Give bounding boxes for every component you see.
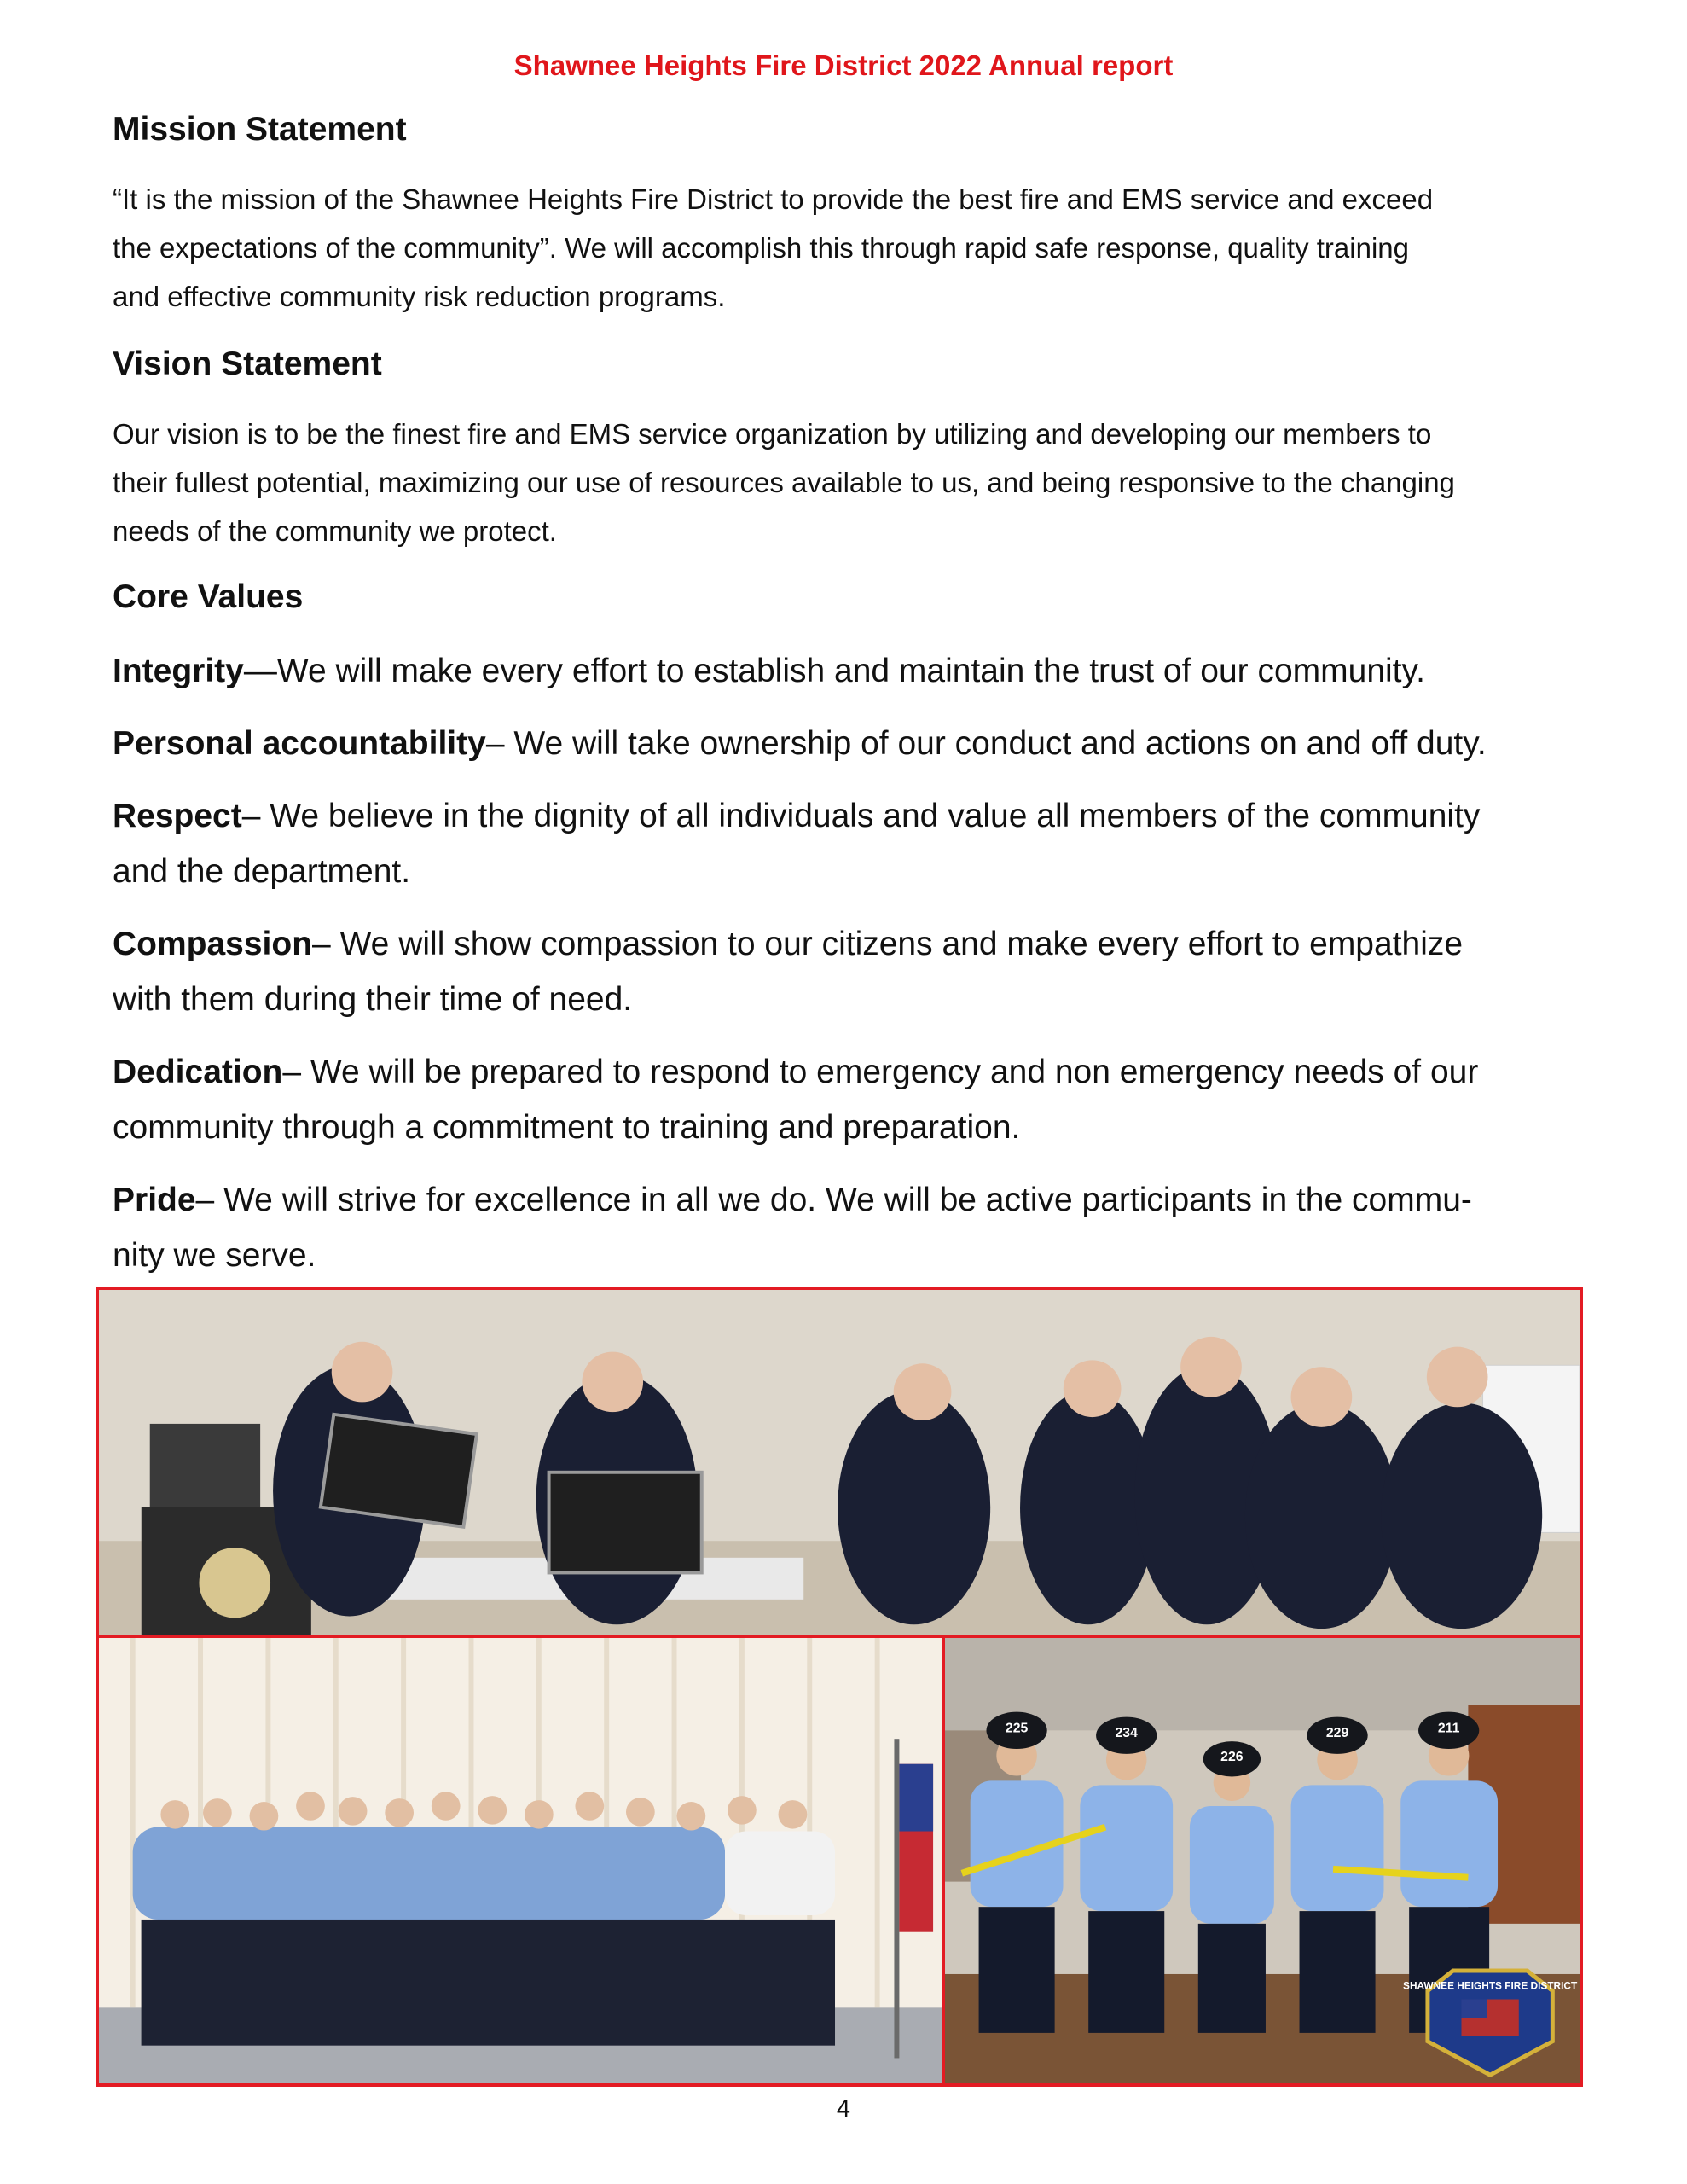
value-personal-accountability [113, 716, 1580, 771]
vision-section [113, 346, 1580, 383]
helmet-number: 226 [1220, 1749, 1244, 1764]
mission-heading: Mission Statement [113, 111, 407, 148]
value-text: community through a commitment to training and preparation. [113, 1109, 1021, 1146]
helmet-number: 229 [1325, 1726, 1349, 1741]
helmet-number: 211 [1437, 1721, 1460, 1736]
mission-line: the expectations of the community”. We will accomplish this through rapid safe response, quality training [113, 232, 1409, 264]
value-term: Dedication [113, 1054, 283, 1090]
value-integrity [113, 643, 1580, 699]
value-text: and the department. [113, 853, 411, 890]
value-term: Respect [113, 798, 242, 834]
core-values-section [113, 578, 1580, 616]
value-text: – We will strive for excellence in all we do. We will be active participants in the commu- [195, 1182, 1472, 1218]
mission-text [113, 175, 1580, 321]
mission-line: “It is the mission of the Shawnee Heights Fire District to provide the best fire and EMS service and exceed [113, 183, 1434, 215]
value-text: —We will make every effort to establish and maintain the trust of our community. [243, 653, 1425, 689]
badge-text: SHAWNEE HEIGHTS FIRE DISTRICT [1403, 1979, 1578, 1992]
vision-heading: Vision Statement [113, 346, 382, 382]
value-text: – We will be prepared to respond to emergency and non emergency needs of our [282, 1054, 1479, 1090]
value-term: Personal accountability [113, 725, 486, 762]
recruits-image [945, 1638, 1580, 2083]
value-pride [113, 1172, 1580, 1283]
value-term: Compassion [113, 926, 313, 962]
mission-section [113, 111, 1580, 148]
value-term: Pride [113, 1182, 196, 1218]
helmet-number: 225 [1005, 1721, 1029, 1736]
value-text: – We will take ownership of our conduct and actions on and off duty. [485, 725, 1487, 762]
report-title: Shawnee Heights Fire District 2022 Annual report [513, 49, 1174, 81]
photo-banquet-group [96, 1635, 945, 2087]
vision-line: their fullest potential, maximizing our use of resources available to us, and being responsive to the changing [113, 467, 1455, 498]
value-text: with them during their time of need. [113, 981, 633, 1018]
vision-line: needs of the community we protect. [113, 515, 557, 547]
photo-plaque-presentation [96, 1287, 1583, 1640]
value-compassion [113, 916, 1580, 1027]
vision-line: Our vision is to be the finest fire and EMS service organization by utilizing and developing our members to [113, 418, 1432, 450]
mission-line: and effective community risk reduction programs. [113, 281, 726, 312]
plaque-presentation-image [99, 1290, 1580, 1636]
helmet-number: 234 [1115, 1726, 1138, 1741]
vision-text [113, 410, 1580, 555]
value-dedication [113, 1044, 1580, 1155]
core-values-heading: Core Values [113, 578, 304, 615]
photo-recruits [942, 1635, 1583, 2087]
page-number: 4 [836, 2095, 851, 2123]
value-term: Integrity [113, 653, 244, 689]
value-text: – We believe in the dignity of all individuals and value all members of the community [241, 798, 1481, 834]
value-text: nity we serve. [113, 1237, 316, 1274]
banquet-group-image [99, 1638, 942, 2083]
value-text: – We will show compassion to our citizens and make every effort to empathize [312, 926, 1464, 962]
value-respect [113, 788, 1580, 899]
